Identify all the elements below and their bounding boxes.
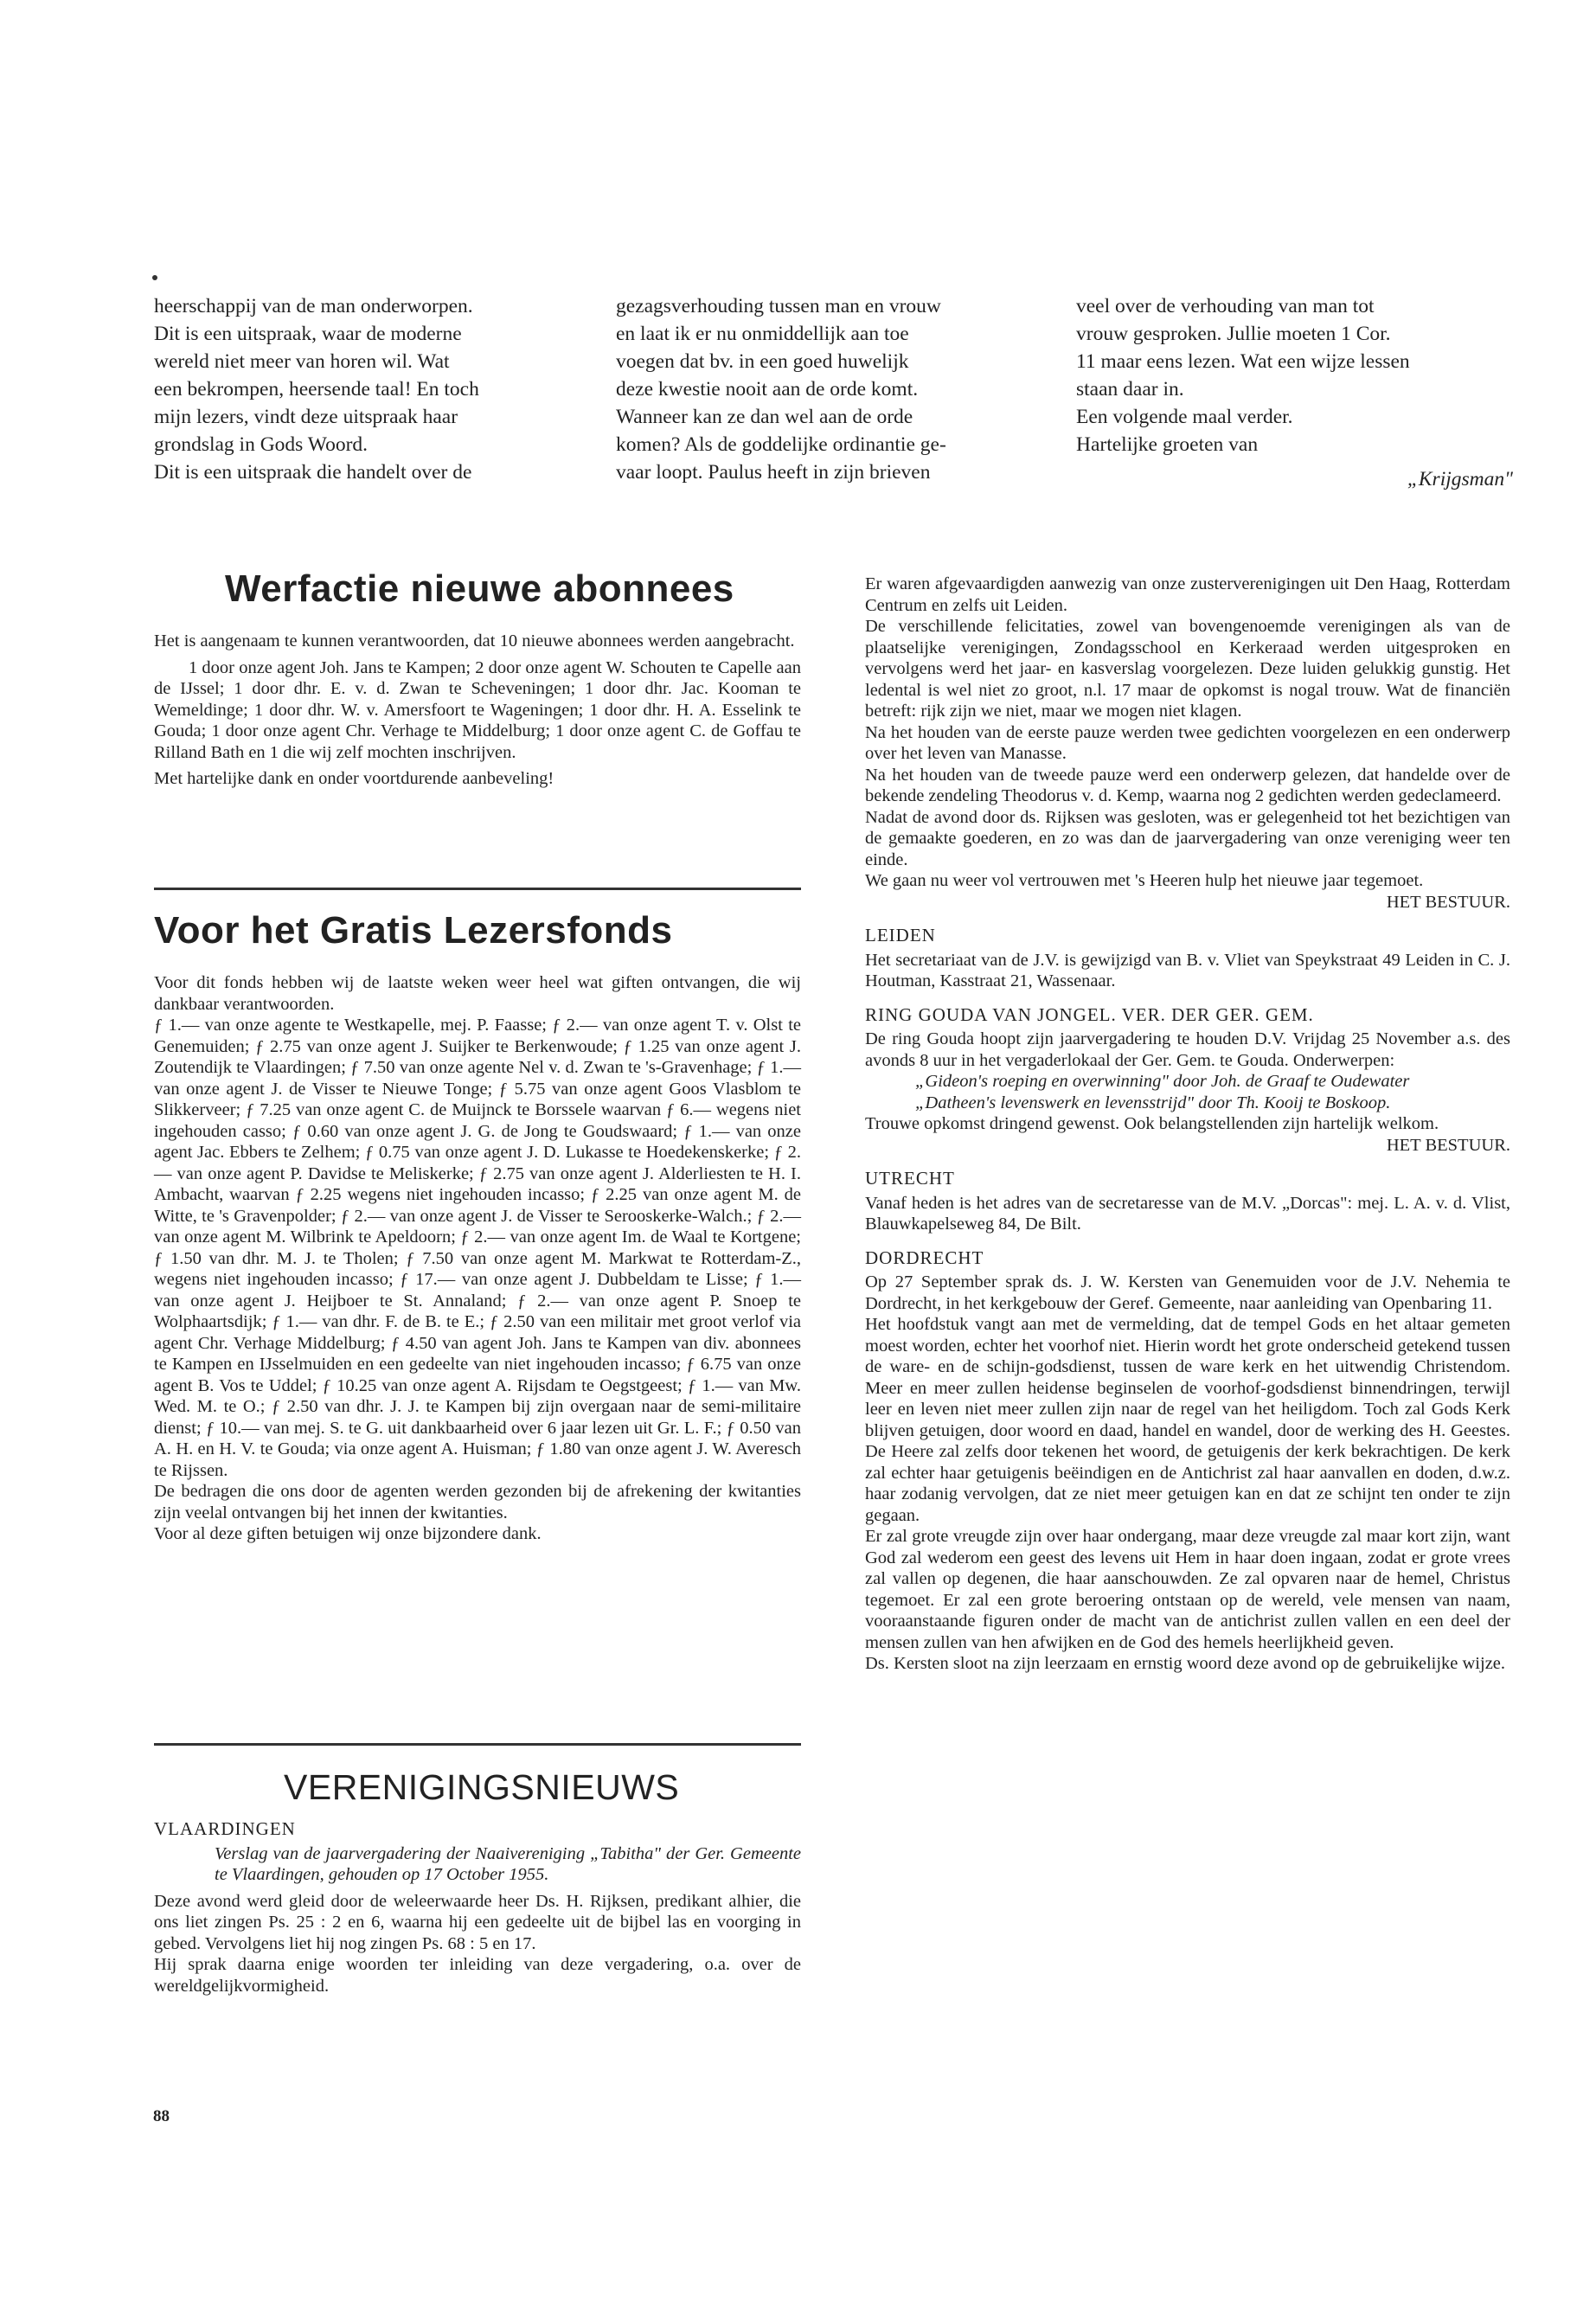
lezersfonds-intro: Voor dit fonds hebben wij de laatste weken weer heel wat giften ontvangen, die wij dankbaar verantwoorden. (154, 973, 801, 1014)
text-line: Dit is een uitspraak die handelt over de (154, 461, 472, 484)
text-line: vaar loopt. Paulus heeft in zijn brieven (616, 461, 931, 484)
dordrecht-paragraph: Er zal grote vreugde zijn over haar ondergang, maar deze vreugde zal maar kort zijn, want God zal wederom een geest des levens uit Hem in haar doen ingaan, zodat er grote vrees zal vallen op degenen, die haar aanschouwden. Ze zal opvaren naar de hemel, Christus tegemoet. Er zal een grote beroering ontstaan op de wereld, vele mensen van naam, vooraanstaande figuren onder de macht van de antichrist zullen vallen en een deel der mensen zullen van hen afwijken en de God des hemels heerlijkheid geven. (865, 1527, 1510, 1652)
dordrecht-paragraph: Het hoofdstuk vangt aan met de vermelding, dat de tempel Gods en het altaar gemeten moest worden, echter het voorhof niet. Hierin wordt het grote onderscheid getekend tussen de ware- en de schijn-godsdienst, tussen de ware kerk en het uitwendig Christendom. Meer en meer zullen heidense beginselen de voorhof-godsdienst binnendringen, terwijl leer en leven niet meer zullen zijn naar de regel van het heiligdom. Toch zal Gods Kerk blijven getuigen, door woord en daad, handel en wandel, door de werking des H. Geestes. De Heere zal zelfs door tekenen het woord, de getuigenis der kerk bekrachtigen. De kerk zal echter haar getuigenis beëindigen en de Antichrist zal haar aanvallen en doden, d.w.z. haar zodanig vervolgen, dat ze niet meer getuigen kan en dat ze schijnt ten onder te zijn gegaan. (865, 1315, 1510, 1525)
signature-bestuur: HET BESTUUR. (1386, 892, 1510, 912)
verenigingsnieuws-title: VERENIGINGSNIEUWS (284, 1767, 680, 1807)
text-line: veel over de verhouding van man tot (1076, 295, 1375, 317)
werfactie-closing: Met hartelijke dank en onder voortdurende aanbeveling! (154, 769, 554, 788)
signature-bestuur: HET BESTUUR. (1386, 1135, 1510, 1155)
letter-signature: „Krijgsman" (1407, 468, 1513, 490)
text-line: komen? Als de goddelijke ordinantie ge- (616, 433, 946, 456)
vlaardingen-paragraph: Hij sprak daarna enige woorden ter inleiding van deze vergadering, o.a. over de wereldgelijkvormigheid. (154, 1955, 801, 1996)
vlaardingen-subtitle: Verslag van de jaarvergadering der Naaivereniging „Tabitha" der Ger. Gemeente te Vlaardingen, gehouden op 17 October 1955. (215, 1843, 801, 1884)
leiden-text: Het secretariaat van de J.V. is gewijzigd van B. v. Vliet van Speykstraat 49 Leiden in C. J. Houtman, Kasstraat 21, Wassenaar. (865, 950, 1510, 990)
letter-column-1 (154, 292, 586, 486)
text-line: grondslag in Gods Woord. (154, 433, 369, 456)
utrecht-heading: UTRECHT (865, 1168, 955, 1189)
text-line: Hartelijke groeten van (1076, 433, 1259, 456)
lezersfonds-closing: Voor al deze giften betuigen wij onze bijzondere dank. (154, 1524, 542, 1543)
vlaardingen-paragraph: Nadat de avond door ds. Rijksen was gesloten, was er gelegenheid tot het bezichtigen van de gemaakte goederen, en zo was dan de jaarvergadering van onze vereniging weer ten einde. (865, 807, 1510, 869)
vlaardingen-paragraph: De verschillende felicitaties, zowel van bovengenoemde verenigingen als van de plaatselijke verenigingen, Zondagsschool en Kerkeraad werden uitgesproken en vervolgens werd het jaar- en kasverslag voorgelezen. Deze luiden gelukkig gunstig. Het ledental is wel niet zo groot, n.l. 17 maar de opkomst is nogal trouw. Wat de financiën betreft: rijk zijn we niet, maar we mogen niet klagen. (865, 617, 1510, 721)
gouda-closing: Trouwe opkomst dringend gewenst. Ook belangstellenden zijn hartelijk welkom. (865, 1114, 1439, 1133)
lezersfonds-title: Voor het Gratis Lezersfonds (154, 909, 673, 952)
text-line: 11 maar eens lezen. Wat een wijze lessen (1076, 350, 1410, 373)
utrecht-text: Vanaf heden is het adres van de secretaresse van de M.V. „Dorcas": mej. L. A. v. d. Vlist, Blauwkapelseweg 84, De Bilt. (865, 1193, 1510, 1234)
dordrecht-heading: DORDRECHT (865, 1247, 984, 1268)
text-line: mijn lezers, vindt deze uitspraak haar (154, 406, 458, 428)
text-line: gezagsverhouding tussen man en vrouw (616, 295, 941, 317)
werfactie-title: Werfactie nieuwe abonnees (225, 567, 734, 610)
text-line: een bekrompen, heersende taal! En toch (154, 378, 479, 401)
vlaardingen-paragraph: Na het houden van de eerste pauze werden twee gedichten voorgelezen en een onderwerp over het leven van Manasse. (865, 722, 1510, 763)
text-line: deze kwestie nooit aan de orde komt. (616, 378, 919, 401)
gouda-heading: RING GOUDA VAN JONGEL. VER. DER GER. GEM. (865, 1003, 1314, 1025)
section-divider (154, 888, 801, 890)
werfactie-body: 1 door onze agent Joh. Jans te Kampen; 2 door onze agent W. Schouten te Capelle aan de IJssel; 1 door dhr. E. v. d. Zwan te Scheveningen; 1 door dhr. Jac. Kooman te Wemeldinge; 1 door dhr. W. v. Amersfoort te Wageningen; 1 door dhr. H. A. Esselink te Gouda; 1 door onze agent Chr. Verhage te Middelburg; 1 door onze agent C. de Goffau te Rilland Bath en 1 die wij zelf mochten inschrijven. (154, 657, 801, 762)
text-line: voegen dat bv. in een goed huwelijk (616, 350, 909, 373)
letter-column-2 (616, 292, 1048, 486)
gouda-topic: „Gideon's roeping en overwinning" door Joh. de Graaf te Oudewater (915, 1072, 1410, 1091)
dordrecht-paragraph: Ds. Kersten sloot na zijn leerzaam en ernstig woord deze avond op de gebruikelijke wijze. (865, 1654, 1506, 1673)
text-line: vrouw gesproken. Jullie moeten 1 Cor. (1076, 323, 1391, 345)
vlaardingen-paragraph: We gaan nu weer vol vertrouwen met 's Heeren hulp het nieuwe jaar tegemoet. (865, 871, 1424, 890)
right-column (865, 574, 1510, 1675)
text-line: wereld niet meer van horen wil. Wat (154, 350, 450, 373)
text-line: Wanneer kan ze dan wel aan de orde (616, 406, 913, 428)
text-line: heerschappij van de man onderworpen. (154, 295, 473, 317)
vlaardingen-heading: VLAARDINGEN (154, 1818, 296, 1839)
left-column-vereniging (154, 1765, 801, 1997)
ink-dot (152, 275, 157, 280)
vlaardingen-paragraph: Deze avond werd gleid door de weleerwaarde heer Ds. H. Rijksen, predikant alhier, die ons liet zingen Ps. 25 : 2 en 6, waarna hij een gedeelte uit de bijbel las en voorging in gebed. Vervolgens liet hij nog zingen Ps. 68 : 5 en 17. (154, 1891, 801, 1953)
werfactie-intro: Het is aangenaam te kunnen verantwoorden, dat 10 nieuwe abonnees werden aangebracht. (154, 631, 795, 651)
left-column (154, 567, 801, 790)
letter-column-3 (1076, 292, 1513, 493)
text-line: Dit is een uitspraak, waar de moderne (154, 323, 462, 345)
text-line: Een volgende maal verder. (1076, 406, 1293, 428)
dordrecht-paragraph: Op 27 September sprak ds. J. W. Kersten van Genemuiden voor de J.V. Nehemia te Dordrecht, in het kerkgebouw der Geref. Gemeente, naar aanleiding van Openbaring 11. (865, 1272, 1510, 1313)
leiden-heading: LEIDEN (865, 925, 936, 945)
vlaardingen-paragraph: Na het houden van de tweede pauze werd een onderwerp gelezen, dat handelde over de bekende zendeling Theodorus v. d. Kemp, waarna nog 2 gedichten werden gedeclameerd. (865, 765, 1510, 805)
text-line: staan daar in. (1076, 378, 1184, 401)
lezersfonds-body: ƒ 1.— van onze agente te Westkapelle, mej. P. Faasse; ƒ 2.— van onze agent T. v. Olst te Genemuiden; ƒ 2.75 van onze agent J. Suijker te Berkenwoude; ƒ 1.25 van onze agent J. Zoutendijk te Vlaardingen; ƒ 7.50 van onze agente Nel v. d. Zwan te 's-Gravenhage; ƒ 1.— van onze agent J. de Visser te Nieuwe Tonge; ƒ 5.75 van onze agent Goos Vlasblom te Slikkerveer; ƒ 7.25 van onze agent C. de Muijnck te Borssele waarvan ƒ 6.— wegens niet ingehouden casso; ƒ 0.60 van onze agent J. G. de Jong te Goudswaard; ƒ 1.— van onze agent Jac. Ebbers te Zelhem; ƒ 0.75 van onze agent J. D. Lukasse te Hoedekenskerke; ƒ 2.— van onze agent P. Davidse te Meliskerke; ƒ 2.75 van onze agent J. Alderliesten te H. I. Ambacht, waarvan ƒ 2.25 wegens niet ingehouden incasso; ƒ 2.25 van onze agent M. de Witte, te 's Gravenpolder; ƒ 2.— van onze agent J. de Visser te Serooskerke-Walch.; ƒ 2.— van onze agent M. Wilbrink te Apeldoorn; ƒ 2.— van onze agent Im. de Waal te Kortgene; ƒ 1.50 van dhr. M. J. te Tholen; ƒ 7.50 van onze agent M. Markwat te Rotterdam-Z., wegens niet ingehouden incasso; ƒ 17.— van onze agent J. Dubbeldam te Lisse; ƒ 1.— van onze agent J. Heijboer te St. Annaland; ƒ 2.— van onze agent P. Snoep te Wolphaartsdijk; ƒ 1.— van dhr. F. de B. te E.; ƒ 2.50 van een militair met groot verlof via agent Chr. Verhage Middelburg; ƒ 4.50 van agent Joh. Jans te Kampen van div. abonnees te Kampen en IJsselmuiden en een gedeelte van niet ingehouden incasso; ƒ 6.75 van onze agent B. Vos te Uddel; ƒ 10.25 van onze agent A. Rijsdam te Oegstgeest; ƒ 1.— van Mw. Wed. M. te O.; ƒ 2.50 van dhr. J. J. te Kampen bij zijn overgaan naar de semi-militaire dienst; ƒ 10.— van mej. S. te G. uit dankbaarheid over 6 jaar lezen uit Gr. L. F.; ƒ 0.50 van A. H. en H. V. te Gouda; via onze agent A. Huisman; ƒ 1.80 van onze agent J. W. Averesch te Rijssen. (154, 1016, 801, 1480)
gouda-text: De ring Gouda hoopt zijn jaarvergadering te houden D.V. Vrijdag 25 November a.s. des avonds 8 uur in het vergaderlokaal der Ger. Gem. te Gouda. Onderwerpen: (865, 1029, 1510, 1070)
vlaardingen-paragraph: Er waren afgevaardigden aanwezig van onze zusterverenigingen uit Den Haag, Rotterdam Centrum en zelfs uit Leiden. (865, 574, 1510, 615)
gouda-topic: „Datheen's levenswerk en levensstrijd" door Th. Kooij te Boskoop. (915, 1093, 1391, 1112)
text-line: en laat ik er nu onmiddellijk aan toe (616, 323, 909, 345)
lezersfonds-note: De bedragen die ons door de agenten werden gezonden bij de afrekening der kwitanties zijn veelal ontvangen bij het innen der kwitanties. (154, 1482, 801, 1522)
page-number: 88 (153, 2107, 170, 2125)
left-column-fonds (154, 908, 801, 1545)
section-divider (154, 1743, 801, 1746)
